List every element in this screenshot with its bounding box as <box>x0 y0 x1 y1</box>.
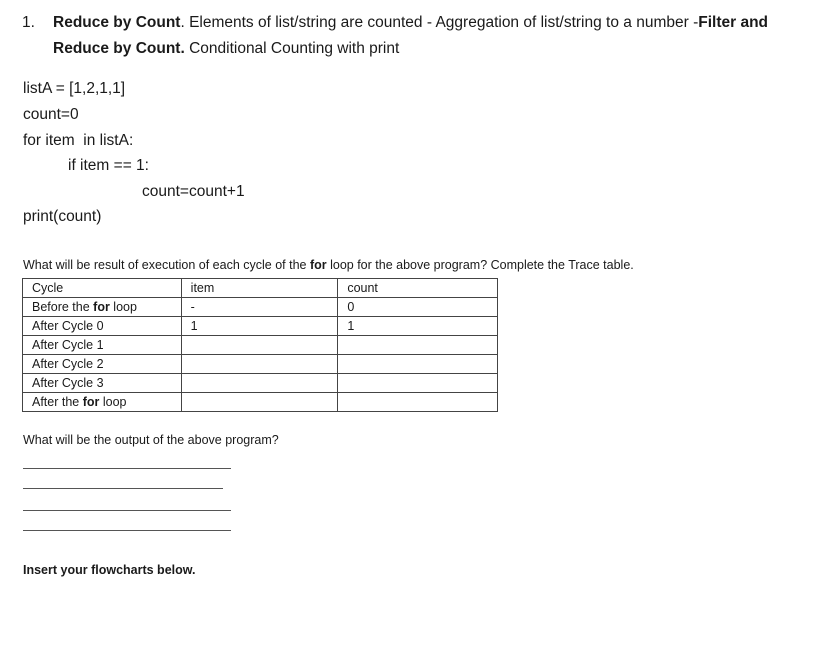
cell-cycle <box>23 298 182 317</box>
insert-flowcharts-note: Insert your flowcharts below. <box>23 563 196 577</box>
code-line-5: count=count+1 <box>142 183 245 200</box>
answer-blank-line-3[interactable] <box>23 510 231 511</box>
cell-cycle-bold: for <box>82 395 100 409</box>
trace-table-header-row <box>23 279 498 298</box>
code-line-4: if item == 1: <box>68 157 149 174</box>
cell-cycle-text: After Cycle 3 <box>32 376 104 390</box>
cell-cycle <box>23 317 182 336</box>
table-row <box>23 298 498 317</box>
cell-item[interactable] <box>181 393 338 412</box>
cell-cycle-suffix: loop <box>109 300 137 314</box>
header-cycle: Cycle <box>23 279 182 298</box>
table-row <box>23 393 498 412</box>
code-line-2: count=0 <box>23 106 79 123</box>
cell-cycle <box>23 374 182 393</box>
cell-cycle <box>23 393 182 412</box>
cell-item[interactable] <box>181 336 338 355</box>
cell-cycle-text: After Cycle 2 <box>32 357 104 371</box>
cell-count[interactable] <box>338 355 498 374</box>
table-row <box>23 374 498 393</box>
cell-item[interactable] <box>181 355 338 374</box>
cell-count[interactable] <box>338 336 498 355</box>
cell-item[interactable]: - <box>181 298 338 317</box>
cell-cycle-text: Before the <box>32 300 94 314</box>
trace-question-prefix: What will be result of execution of each cycle of the <box>23 258 310 272</box>
table-row <box>23 336 498 355</box>
cell-count[interactable] <box>338 374 498 393</box>
code-line-1: listA = [1,2,1,1] <box>23 80 126 97</box>
cell-cycle-suffix: loop <box>99 395 127 409</box>
question-heading <box>22 10 802 62</box>
cell-cycle-bold: for <box>93 300 110 314</box>
cell-cycle <box>23 336 182 355</box>
heading-bold-part: Filter and Reduce by Count. <box>53 14 769 57</box>
cell-count[interactable] <box>338 393 498 412</box>
header-item: item <box>181 279 338 298</box>
answer-blank-line-4[interactable] <box>23 530 231 531</box>
answer-blank-line-2[interactable] <box>23 488 223 489</box>
trace-question <box>23 258 634 272</box>
table-row <box>23 355 498 374</box>
question-heading-text <box>53 10 802 62</box>
cell-cycle-text: After Cycle 0 <box>32 319 104 333</box>
cell-item[interactable]: 1 <box>181 317 338 336</box>
code-line-6: print(count) <box>23 208 102 225</box>
cell-item[interactable] <box>181 374 338 393</box>
cell-count[interactable]: 0 <box>338 298 498 317</box>
heading-description: . Elements of list/string are counted - Aggregation of list/string to a number - <box>180 14 699 31</box>
cell-cycle-text: After the <box>32 395 83 409</box>
heading-title: Reduce by Count <box>53 14 181 31</box>
cell-count[interactable]: 1 <box>338 317 498 336</box>
output-question: What will be the output of the above program? <box>23 433 279 447</box>
cell-cycle <box>23 355 182 374</box>
question-number: 1. <box>22 14 35 31</box>
answer-blank-line-1[interactable] <box>23 468 231 469</box>
header-count: count <box>338 279 498 298</box>
trace-table <box>22 278 498 412</box>
table-row <box>23 317 498 336</box>
code-line-3: for item in listA: <box>23 132 134 149</box>
heading-tail: Conditional Counting with print <box>184 40 400 57</box>
trace-question-bold: for <box>309 258 327 272</box>
cell-cycle-text: After Cycle 1 <box>32 338 104 352</box>
trace-question-suffix: loop for the above program? Complete the Trace table. <box>326 258 634 272</box>
